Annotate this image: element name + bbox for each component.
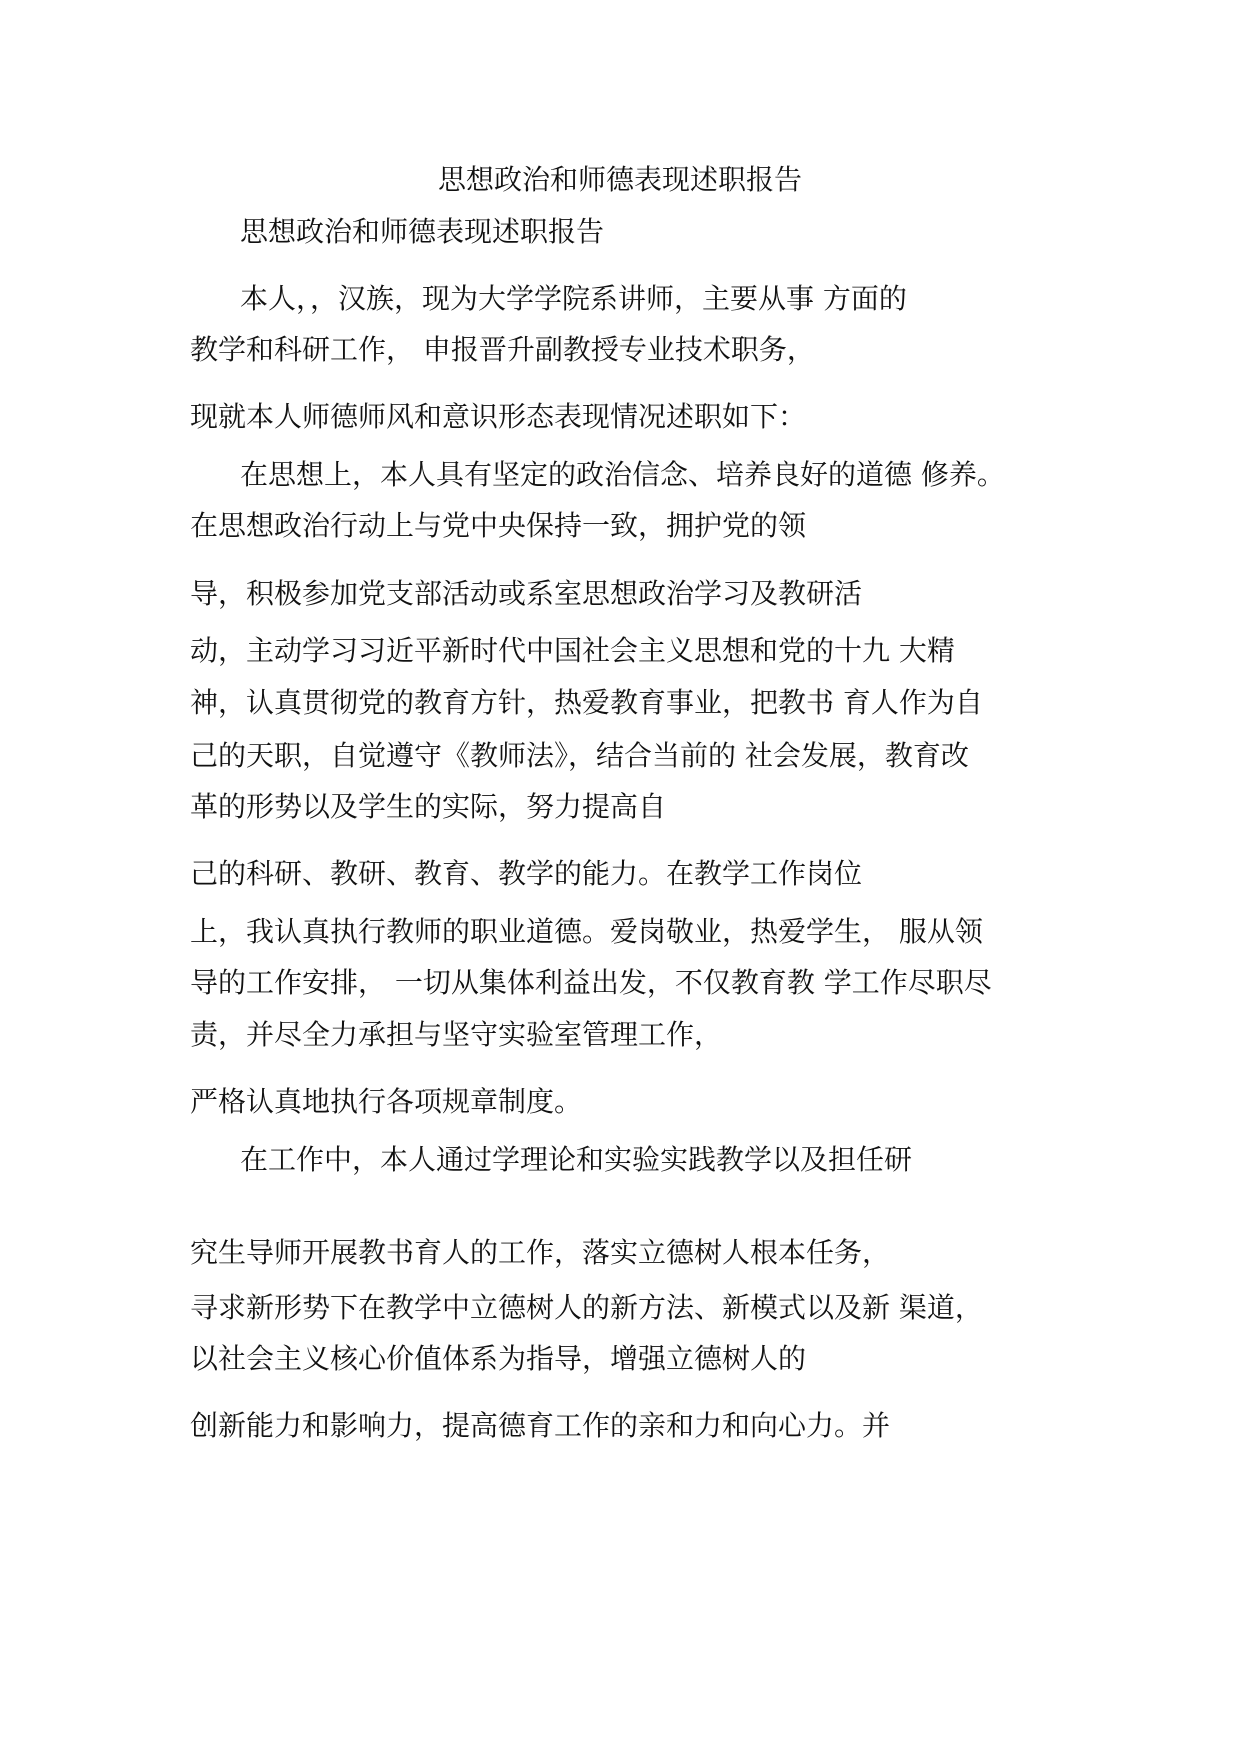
body-line: 导的工作安排， 一切从集体利益出发，不仅教育教 学工作尽职尽 xyxy=(190,966,992,999)
body-line: 本人，，汉族，现为大学学院系讲师，主要从事 方面的 xyxy=(240,282,907,315)
body-line: 上，我认真执行教师的职业道德。爱岗敬业，热爱学生， 服从领 xyxy=(190,915,983,948)
body-line: 在思想上，本人具有坚定的政治信念、培养良好的道德 修养。 xyxy=(240,458,1005,491)
body-line: 神，认真贯彻党的教育方针，热爱教育事业，把教书 育人作为自 xyxy=(190,686,983,719)
document-title: 思想政治和师德表现述职报告 xyxy=(437,163,802,196)
body-line: 教学和科研工作， 申报晋升副教授专业技术职务， xyxy=(190,333,815,366)
body-line: 以社会主义核心价值体系为指导，增强立德树人的 xyxy=(190,1342,807,1375)
body-line: 严格认真地执行各项规章制度。 xyxy=(190,1085,583,1118)
body-line: 责，并尽全力承担与坚守实验室管理工作， xyxy=(190,1018,723,1051)
body-line: 动，主动学习习近平新时代中国社会主义思想和党的十九 大精 xyxy=(190,634,955,667)
body-line: 己的科研、教研、教育、教学的能力。在教学工作岗位 xyxy=(190,857,863,890)
subtitle-line: 思想政治和师德表现述职报告 xyxy=(240,215,605,248)
body-line: 寻求新形势下在教学中立德树人的新方法、新模式以及新 渠道， xyxy=(190,1291,983,1324)
body-line: 己的天职，自觉遵守《教师法》，结合当前的 社会发展，教育改 xyxy=(190,739,969,772)
body-line: 导，积极参加党支部活动或系室思想政治学习及教研活 xyxy=(190,577,863,610)
body-line: 创新能力和影响力，提高德育工作的亲和力和向心力。并 xyxy=(190,1409,891,1442)
body-line: 在思想政治行动上与党中央保持一致，拥护党的领 xyxy=(190,509,807,542)
body-line: 现就本人师德师风和意识形态表现情况述职如下： xyxy=(190,400,807,433)
body-line: 究生导师开展教书育人的工作，落实立德树人根本任务， xyxy=(190,1236,891,1269)
body-line: 在工作中，本人通过学理论和实验实践教学以及担任研 xyxy=(240,1143,913,1176)
body-line: 革的形势以及学生的实际，努力提高自 xyxy=(190,790,667,823)
